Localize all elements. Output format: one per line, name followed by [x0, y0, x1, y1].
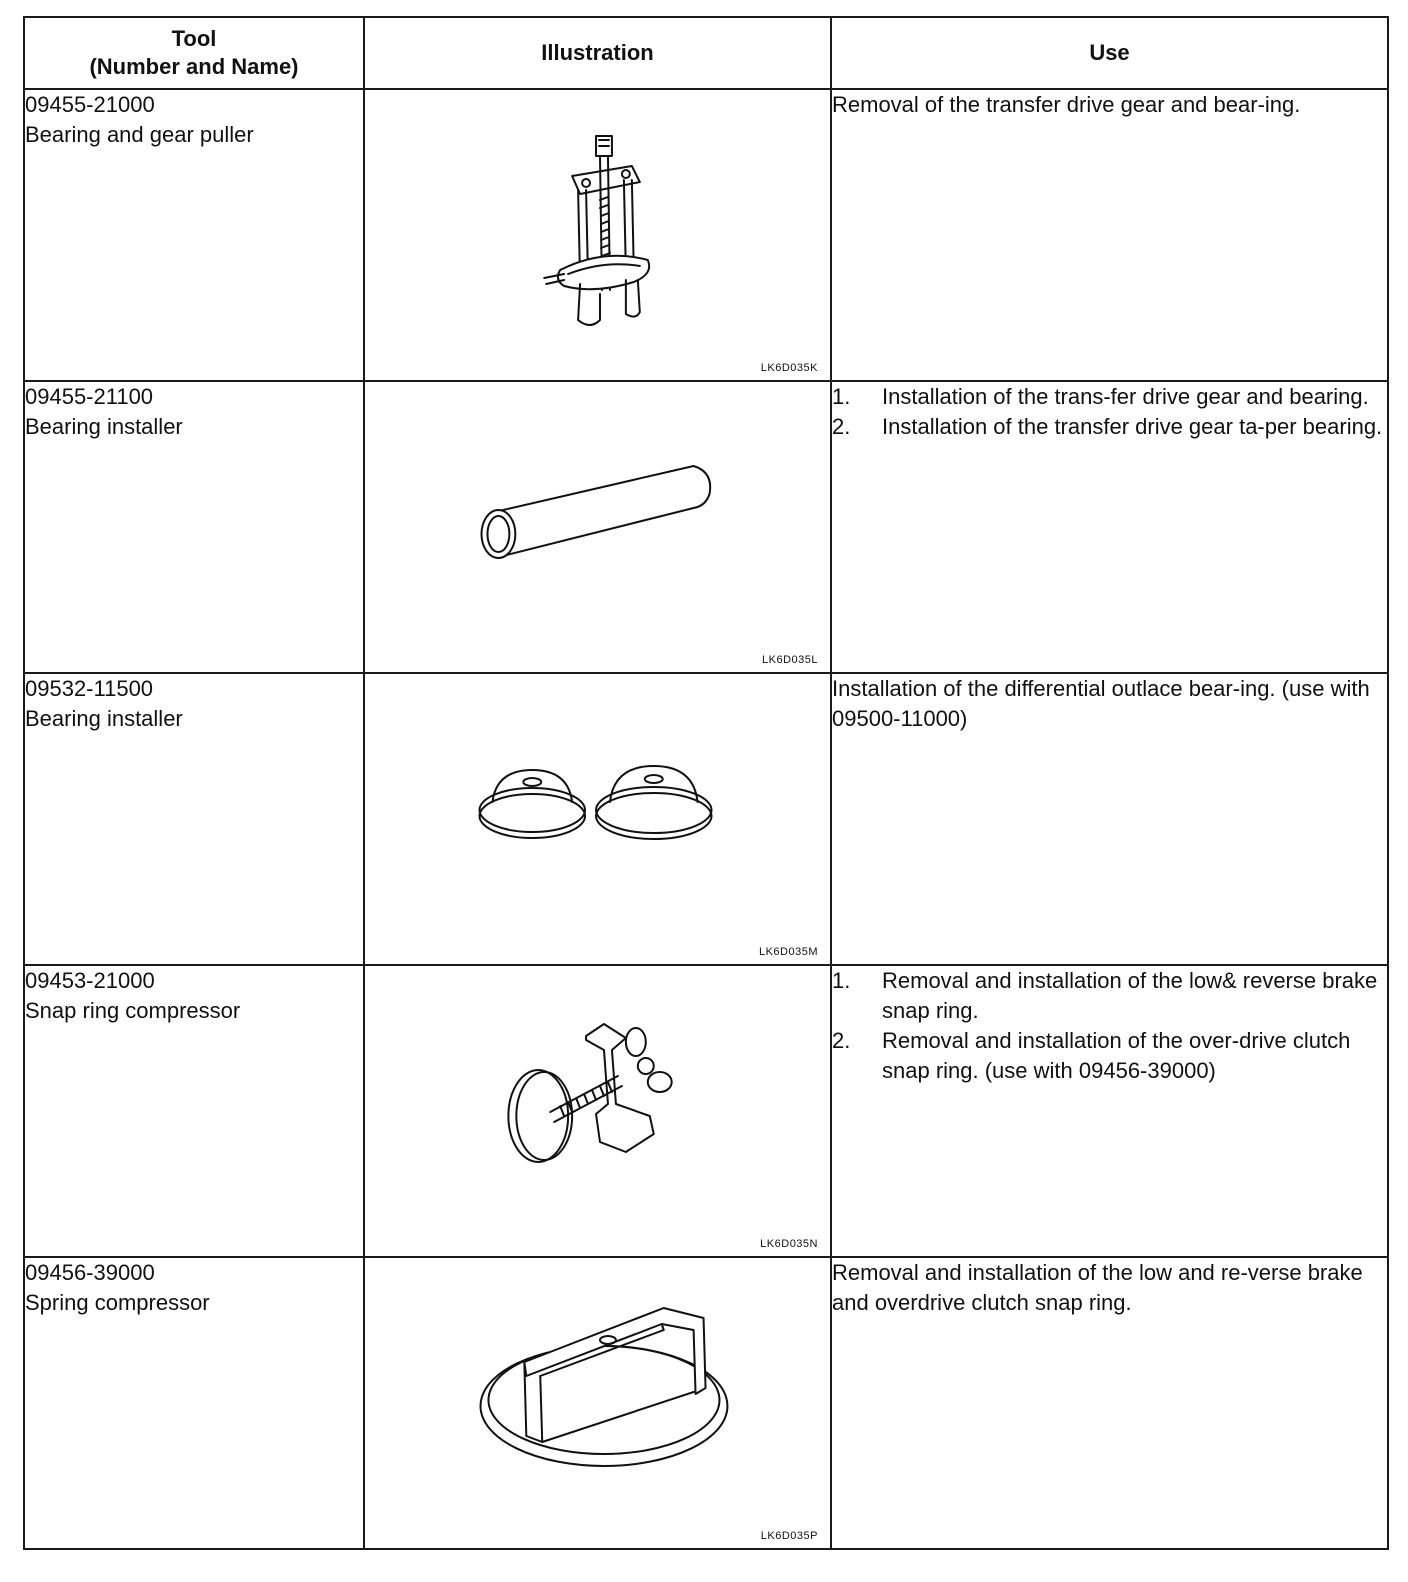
- use-cell: [831, 673, 1388, 965]
- use-list-item: 1. Installation of the trans-fer drive gear and bearing.: [832, 384, 1369, 409]
- use-text: Removal and installation of the low and re-verse brake and overdrive clutch snap ring.: [832, 1260, 1363, 1315]
- tool-number: 09455-21000: [25, 92, 155, 117]
- image-code: LK6D035L: [762, 654, 818, 666]
- use-list-item: 2. Removal and installation of the over-drive clutch snap ring. (use with 09456-39000): [832, 1028, 1351, 1083]
- header-tool: Tool (Number and Name): [24, 17, 364, 89]
- use-cell: [831, 381, 1388, 673]
- tool-cell: [24, 673, 364, 965]
- illustration-cell: [364, 89, 831, 381]
- table-row: [24, 673, 1388, 965]
- header-row: [24, 17, 1388, 89]
- table-row: [24, 1257, 1388, 1549]
- tool-cell: [24, 965, 364, 1257]
- table-row: [24, 381, 1388, 673]
- tool-cell: [24, 381, 364, 673]
- header-use: Use: [831, 17, 1388, 89]
- special-tools-table: [23, 16, 1389, 1550]
- image-code: LK6D035P: [760, 1530, 818, 1542]
- tool-number: 09532-11500: [25, 676, 154, 701]
- cylindrical-installer-icon: [365, 382, 830, 672]
- illustration-cell: [364, 965, 831, 1257]
- image-code: LK6D035K: [760, 362, 818, 374]
- bearing-gear-puller-icon: [365, 90, 830, 380]
- use-text: Removal of the transfer drive gear and bear-ing.: [832, 92, 1301, 117]
- tool-number: 09453-21000: [25, 968, 155, 993]
- use-text: Installation of the differential outlace bear-ing. (use with 09500-11000): [832, 676, 1370, 731]
- clamp-compressor-icon: [365, 966, 830, 1256]
- tool-name: Bearing installer: [25, 706, 183, 731]
- tool-name: Spring compressor: [25, 1290, 210, 1315]
- disc-installer-pair-icon: [365, 674, 830, 964]
- tool-cell: [24, 1257, 364, 1549]
- tool-number: 09455-21100: [25, 384, 154, 409]
- image-code: LK6D035N: [760, 1238, 818, 1250]
- image-code: LK6D035M: [758, 946, 818, 958]
- use-cell: [831, 1257, 1388, 1549]
- use-list-item: 2. Installation of the transfer drive gear ta-per bearing.: [832, 414, 1383, 439]
- illustration-cell: [364, 381, 831, 673]
- illustration-cell: [364, 673, 831, 965]
- illustration-cell: [364, 1257, 831, 1549]
- use-cell: [831, 965, 1388, 1257]
- ring-spring-compressor-icon: [365, 1258, 830, 1548]
- tool-name: Bearing installer: [25, 414, 183, 439]
- tool-name: Bearing and gear puller: [25, 122, 254, 147]
- tool-name: Snap ring compressor: [25, 998, 241, 1023]
- table-row: [24, 965, 1388, 1257]
- use-cell: [831, 89, 1388, 381]
- header-illustration: Illustration: [364, 17, 831, 89]
- table-row: [24, 89, 1388, 381]
- tool-cell: [24, 89, 364, 381]
- use-list-item: 1. Removal and installation of the low& reverse brake snap ring.: [832, 968, 1378, 1023]
- tool-number: 09456-39000: [25, 1260, 155, 1285]
